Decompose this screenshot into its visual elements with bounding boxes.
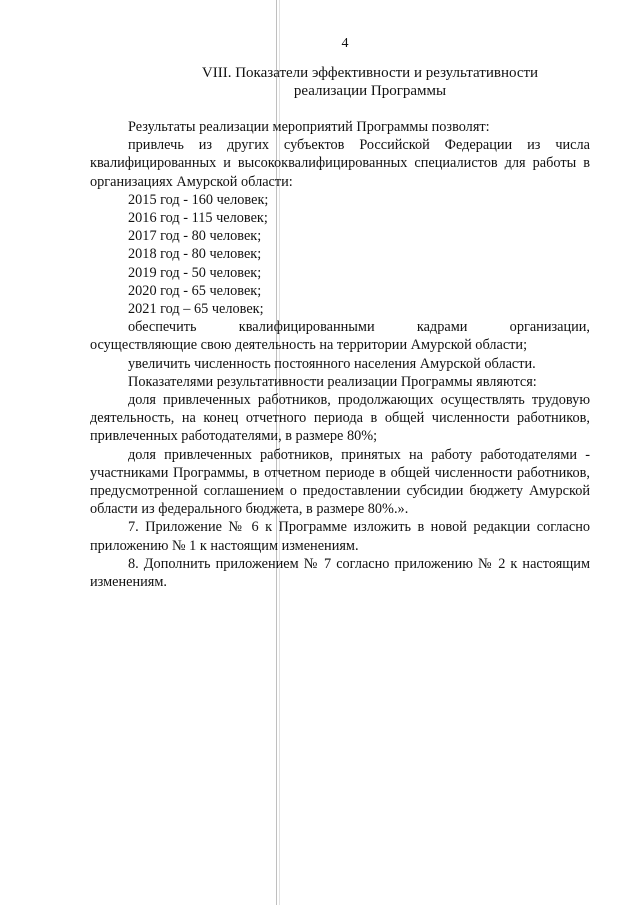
year-target-2016: 2016 год - 115 человек; [128, 210, 268, 227]
yearly-targets-list [90, 191, 590, 318]
year-target-2017: 2017 год - 80 человек; [128, 228, 262, 245]
paragraph-provide-line-2: осуществляющие свою деятельность на территории Амурской области; [90, 337, 528, 354]
year-target-2018: 2018 год - 80 человек; [128, 246, 262, 263]
paragraph-intro: Результаты реализации мероприятий Программы позволят: [128, 119, 490, 135]
paragraph-indicator-1: доля привлеченных работников, продолжающих осуществлять трудовую деятельность, на конец отчетного периода в общей численности работников, привлеченных работодателями, в размере 80%; [90, 392, 590, 445]
paragraph-indicator-2: доля привлеченных работников, принятых на работу работодателями - участниками Программы, в отчетном периоде в общей численности работников, предусмотренной соглашением о предоставлении субсидии бюджету Амурской области из федерального бюджета, в размере 80%.». [90, 446, 590, 518]
paragraph-increase-population: увеличить численность постоянного населения Амурской области. [128, 355, 536, 372]
year-target-2021: 2021 год – 65 человек; [128, 301, 264, 318]
paragraph-attract-specialists: привлечь из других субъектов Российской Федерации из числа квалифицированных и высококвалифицированных специалистов для работы в организациях Амурской области: [90, 137, 590, 190]
year-target-2019: 2019 год - 50 человек; [128, 264, 262, 281]
year-target-2020: 2020 год - 65 человек; [128, 282, 262, 299]
section-title-line-2: реализации Программы [293, 83, 447, 99]
section-title [120, 64, 620, 100]
section-title-line-1: VIII. Показатели эффективности и результативности [201, 65, 539, 81]
paragraph-item-8: 8. Дополнить приложением № 7 согласно приложению № 2 к настоящим изменениям. [90, 555, 590, 591]
paragraph-item-7: 7. Приложение № 6 к Программе изложить в новой редакции согласно приложению № 1 к настоящим изменениям. [90, 519, 590, 554]
paragraph-indicators-intro: Показателями результативности реализации Программы являются: [128, 373, 537, 390]
page-number: 4 [341, 36, 349, 51]
paragraph-provide-line-1: обеспечить квалифицированными кадрами организации, [128, 319, 590, 336]
year-target-2015: 2015 год - 160 человек; [128, 191, 269, 208]
document-body [90, 118, 590, 591]
